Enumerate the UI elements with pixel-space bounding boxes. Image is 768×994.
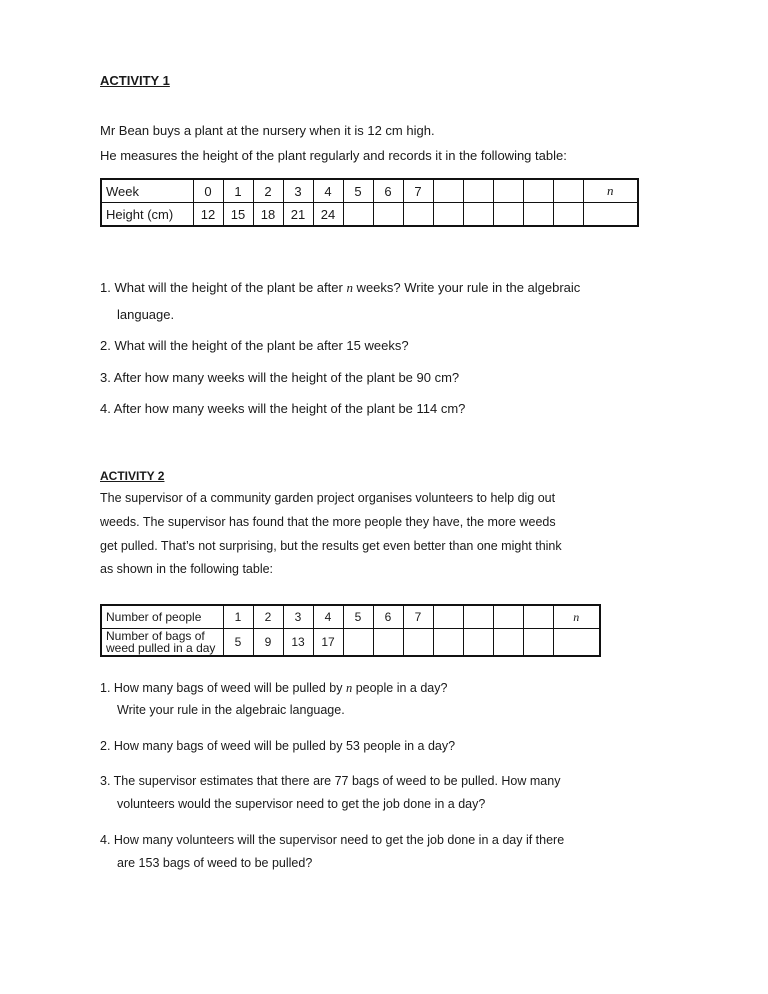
table-cell: 6	[373, 179, 403, 203]
table-cell: 0	[193, 179, 223, 203]
activity1-question-1	[100, 280, 580, 296]
table-cell: 2	[253, 179, 283, 203]
table-cell: 6	[373, 605, 403, 629]
activity1-question-3: 3. After how many weeks will the height of the plant be 90 cm?	[100, 370, 460, 385]
row-label: Week	[101, 179, 193, 203]
activity2-question-4: 4. How many volunteers will the supervisor need to get the job done in a day if there	[100, 833, 565, 847]
question-text: 1. How many bags of weed will be pulled by	[100, 681, 346, 695]
table-row	[101, 629, 600, 657]
table-cell	[433, 605, 463, 629]
activity2-question-3: 3. The supervisor estimates that there are 77 bags of weed to be pulled. How many	[100, 774, 561, 788]
table-cell: n	[553, 605, 600, 629]
table-cell: 3	[283, 179, 313, 203]
activity1-intro-2: He measures the height of the plant regularly and records it in the following table:	[100, 148, 567, 163]
table-cell: 18	[253, 203, 283, 227]
table-cell	[403, 629, 433, 657]
table-cell	[343, 203, 373, 227]
table-cell	[523, 605, 553, 629]
table-cell	[373, 629, 403, 657]
table-cell	[433, 179, 463, 203]
activity2-question-4-cont: are 153 bags of weed to be pulled?	[117, 856, 313, 870]
table-cell: 12	[193, 203, 223, 227]
activity2-title: ACTIVITY 2	[100, 469, 165, 483]
table-cell	[553, 179, 583, 203]
table-cell: 5	[223, 629, 253, 657]
row-label: Number of bags of weed pulled in a day	[101, 629, 223, 657]
table-cell: 15	[223, 203, 253, 227]
table-cell: 4	[313, 605, 343, 629]
table-cell	[463, 605, 493, 629]
activity2-question-1-cont: Write your rule in the algebraic language.	[117, 703, 345, 717]
activity2-question-3-cont: volunteers would the supervisor need to get the job done in a day?	[117, 797, 486, 811]
table-cell: 1	[223, 605, 253, 629]
table-cell: 13	[283, 629, 313, 657]
table-cell	[463, 203, 493, 227]
table-cell	[463, 629, 493, 657]
table-cell: 17	[313, 629, 343, 657]
table-cell: 1	[223, 179, 253, 203]
table-cell	[463, 179, 493, 203]
activity2-intro-2: weeds. The supervisor has found that the more people they have, the more weeds	[100, 515, 556, 529]
table-cell	[523, 629, 553, 657]
table-cell	[433, 629, 463, 657]
table-cell: 2	[253, 605, 283, 629]
activity2-intro-4: as shown in the following table:	[100, 562, 274, 576]
table-cell: 3	[283, 605, 313, 629]
activity1-question-2: 2. What will the height of the plant be after 15 weeks?	[100, 338, 409, 353]
table-cell	[493, 179, 523, 203]
table-cell: 7	[403, 605, 433, 629]
table-cell	[373, 203, 403, 227]
table-cell: 5	[343, 179, 373, 203]
plant-height-table	[100, 178, 639, 227]
row-label: Number of people	[101, 605, 223, 629]
question-text: 1. What will the height of the plant be after	[100, 280, 347, 295]
table-cell	[493, 203, 523, 227]
table-cell: 24	[313, 203, 343, 227]
table-cell	[343, 629, 373, 657]
table-cell	[523, 179, 553, 203]
variable-n: n	[345, 681, 353, 695]
table-cell	[523, 203, 553, 227]
activity1-title: ACTIVITY 1	[100, 73, 170, 88]
table-cell	[553, 629, 600, 657]
weed-bags-table	[100, 604, 601, 657]
activity2-question-2: 2. How many bags of weed will be pulled by 53 people in a day?	[100, 739, 456, 753]
table-cell	[493, 605, 523, 629]
question-text: weeks? Write your rule in the algebraic	[352, 280, 581, 295]
table-cell	[583, 203, 638, 227]
table-cell	[493, 629, 523, 657]
table-cell: 7	[403, 179, 433, 203]
table-cell	[403, 203, 433, 227]
activity1-intro-1: Mr Bean buys a plant at the nursery when it is 12 cm high.	[100, 123, 435, 138]
table-cell: 4	[313, 179, 343, 203]
activity1-question-4: 4. After how many weeks will the height of the plant be 114 cm?	[100, 401, 466, 416]
table-row	[101, 605, 600, 629]
table-cell: 9	[253, 629, 283, 657]
activity2-intro-3: get pulled. That’s not surprising, but the results get even better than one might think	[100, 539, 562, 553]
table-cell	[553, 203, 583, 227]
row-label: Height (cm)	[101, 203, 193, 227]
table-cell: 5	[343, 605, 373, 629]
table-cell: 21	[283, 203, 313, 227]
table-row	[101, 179, 638, 203]
activity2-intro-1: The supervisor of a community garden project organises volunteers to help dig out	[100, 491, 556, 505]
variable-n: n	[346, 280, 353, 295]
table-row	[101, 203, 638, 227]
question-text: people in a day?	[352, 681, 448, 695]
table-cell: n	[583, 179, 638, 203]
activity2-question-1	[100, 681, 447, 696]
activity1-question-1-cont: language.	[117, 307, 175, 322]
table-cell	[433, 203, 463, 227]
